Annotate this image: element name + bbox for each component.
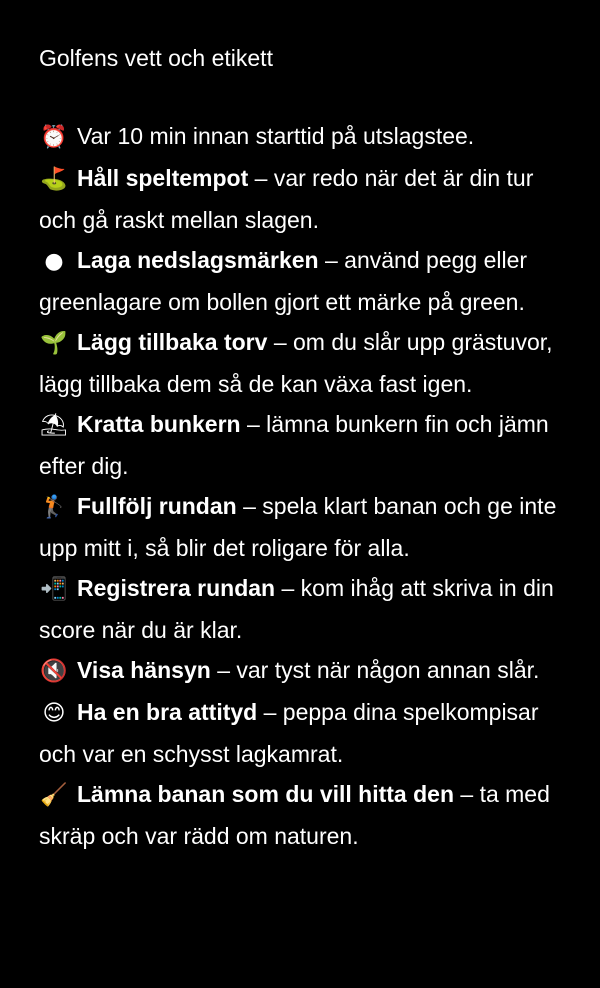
item-text: – ta med skräp och var rädd om naturen. bbox=[39, 781, 550, 849]
list-item[interactable] bbox=[39, 774, 569, 856]
item-text: – spela klart banan och ge inte upp mitt i, så blir det roligare för alla. bbox=[39, 493, 557, 561]
item-heading: Lämna banan som du vill hitta den bbox=[77, 781, 454, 807]
hole-icon: ● bbox=[44, 249, 64, 274]
item-heading: Registrera rundan bbox=[77, 575, 276, 601]
broom-icon: 🧹 bbox=[40, 783, 68, 808]
item-text: Var 10 min innan starttid på utslagstee. bbox=[77, 123, 475, 149]
item-heading: Laga nedslagsmärken bbox=[77, 247, 319, 273]
seedling-icon: 🌱 bbox=[40, 331, 68, 356]
list-item[interactable] bbox=[39, 158, 569, 240]
item-text: – lämna bunkern fin och jämn efter dig. bbox=[39, 411, 549, 479]
note-content bbox=[39, 38, 569, 856]
mobile-phone-arrow-icon: 📲 bbox=[40, 577, 68, 602]
blank-line bbox=[39, 78, 569, 116]
beach-umbrella-icon: ⛱ bbox=[40, 413, 68, 438]
item-heading: Visa hänsyn bbox=[77, 657, 211, 683]
list-item[interactable] bbox=[39, 692, 569, 774]
list-item[interactable] bbox=[39, 568, 569, 650]
item-text: – peppa dina spelkompisar och var en schysst lagkamrat. bbox=[39, 699, 539, 767]
muted-speaker-icon: 🔇 bbox=[40, 659, 68, 684]
etiquette-list bbox=[39, 116, 569, 856]
list-item[interactable] bbox=[39, 404, 569, 486]
list-item[interactable] bbox=[39, 486, 569, 568]
item-heading: Fullfölj rundan bbox=[77, 493, 237, 519]
item-text: – om du slår upp grästuvor, lägg tillbaka dem så de kan växa fast igen. bbox=[39, 329, 553, 397]
list-item[interactable] bbox=[39, 650, 569, 692]
item-text: – använd pegg eller greenlagare om bollen gjort ett märke på green. bbox=[39, 247, 528, 315]
item-text: – var tyst när någon annan slår. bbox=[210, 657, 540, 683]
item-heading: Kratta bunkern bbox=[77, 411, 241, 437]
item-text: – var redo när det är din tur och gå raskt mellan slagen. bbox=[39, 165, 534, 233]
list-item[interactable] bbox=[39, 240, 569, 322]
item-heading: Håll speltempot bbox=[77, 165, 249, 191]
item-heading: Lägg tillbaka torv bbox=[77, 329, 268, 355]
list-item[interactable] bbox=[39, 322, 569, 404]
golfer-icon: 🏌 bbox=[40, 495, 68, 520]
smiling-face-icon: 😊 bbox=[42, 701, 66, 726]
list-item[interactable] bbox=[39, 116, 569, 158]
item-text: – kom ihåg att skriva in din score när du är klar. bbox=[39, 575, 554, 643]
alarm-clock-icon: ⏰ bbox=[40, 125, 68, 150]
golf-flag-icon: ⛳ bbox=[40, 167, 68, 192]
item-heading: Ha en bra attityd bbox=[77, 699, 258, 725]
note-title[interactable]: Golfens vett och etikett bbox=[39, 45, 273, 71]
